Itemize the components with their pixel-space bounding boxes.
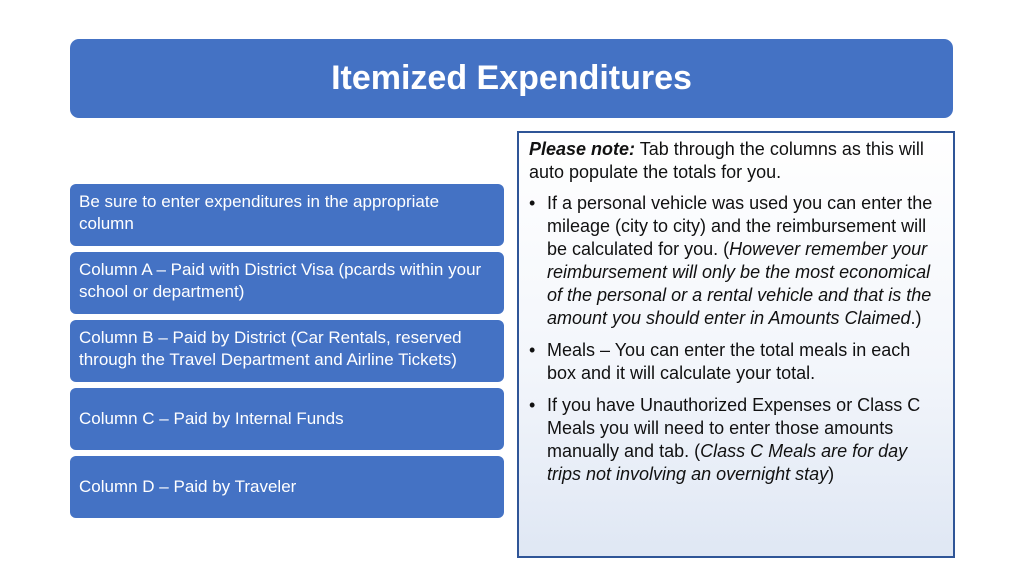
bullet-icon: • — [529, 395, 536, 415]
info-box-text: Column A – Paid with District Visa (pcards within your school or department) — [79, 260, 482, 301]
list-item-italic: However remember your reimbursement will only be the most economical of the personal or a rental vehicle and that is the amount you should enter in Amounts Claimed — [547, 239, 932, 328]
list-item-text: If a personal vehicle was used you can enter the mileage (city to city) and the reimbursement will be calculated for you. ( — [547, 193, 933, 259]
info-box-column-a — [70, 252, 504, 314]
note-intro-text: Tab through the columns as this will auto populate the totals for you. — [529, 139, 924, 182]
list-item-tail: ) — [828, 464, 835, 484]
bullet-icon: • — [529, 340, 536, 360]
title-banner — [70, 39, 953, 118]
info-box-text: Column B – Paid by District (Car Rentals, reserved through the Travel Department and Airline Tickets) — [79, 328, 462, 369]
list-item-text: Meals – You can enter the total meals in each box and it will calculate your total. — [547, 340, 911, 383]
page-title: Itemized Expenditures — [331, 59, 692, 97]
info-box-column-d — [70, 456, 504, 518]
note-list — [529, 192, 943, 486]
info-box-column-c — [70, 388, 504, 450]
info-box-text: Column C – Paid by Internal Funds — [79, 409, 344, 428]
info-box-appropriate-column — [70, 184, 504, 246]
info-box-column-b — [70, 320, 504, 382]
info-box-text: Column D – Paid by Traveler — [79, 477, 297, 496]
note-panel — [517, 131, 955, 558]
note-label: Please note: — [529, 139, 636, 159]
bullet-icon: • — [529, 193, 536, 213]
list-item-italic: Class C Meals are for day trips not involving an overnight stay — [547, 441, 908, 484]
list-item-text: If you have Unauthorized Expenses or Class C Meals you will need to enter those amounts manually and tab. ( — [547, 395, 921, 461]
note-intro — [529, 138, 943, 184]
list-item — [529, 192, 943, 330]
list-item — [529, 339, 943, 385]
list-item — [529, 394, 943, 486]
info-box-text: Be sure to enter expenditures in the appropriate column — [79, 192, 440, 233]
list-item-tail: .) — [910, 308, 922, 328]
